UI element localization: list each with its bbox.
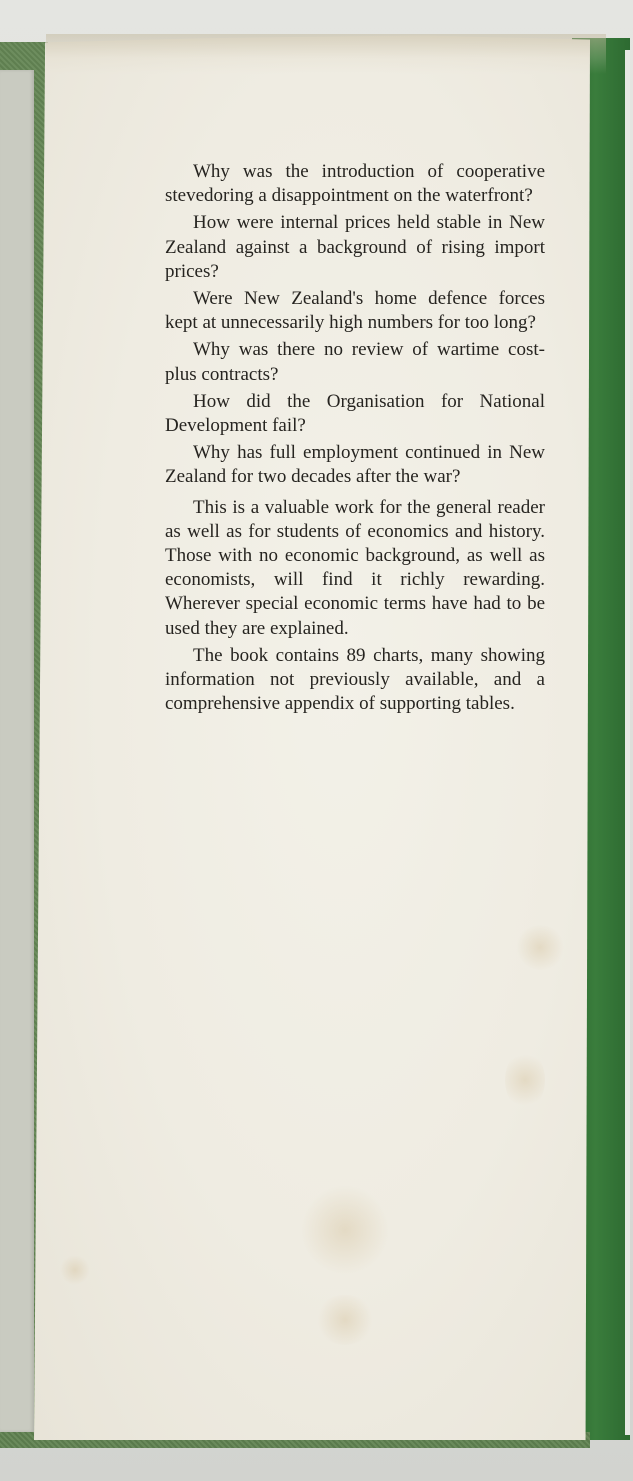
stain-spot — [315, 1295, 375, 1345]
blurb-contents-note: The book contains 89 charts, many showing information not previously available, and a comprehensive appendix of supporting tables. — [165, 644, 545, 715]
stain-spot — [60, 1255, 90, 1285]
blurb-question: Why was the introduction of cooperative stevedoring a disappointment on the waterfront? — [165, 161, 545, 207]
book-edge-right — [625, 50, 630, 1435]
flap-blurb — [165, 160, 545, 719]
blurb-question: Why was there no review of wartime cost-plus contracts? — [165, 339, 545, 385]
flap-top-wear — [46, 34, 606, 74]
stain-spot — [515, 925, 565, 970]
blurb-question: Were New Zealand's home defence forces kept at unnecessarily high numbers for too long? — [165, 288, 545, 334]
blurb-question: Why has full employment continued in New Zealand for two decades after the war? — [165, 442, 545, 488]
book-board-left — [0, 70, 34, 1432]
stain-spot — [300, 1185, 390, 1275]
blurb-description: This is a valuable work for the general reader as well as for students of economics and history. Those with no economic background, as well as economists, will find it richly rewarding. Wherever special economic terms have had to be used they are explained. — [165, 496, 545, 639]
blurb-question: How did the Organisation for National Development fail? — [165, 390, 545, 437]
stain-spot — [505, 1050, 545, 1110]
blurb-question: How were internal prices held stable in New Zealand against a background of rising import prices? — [165, 212, 545, 282]
